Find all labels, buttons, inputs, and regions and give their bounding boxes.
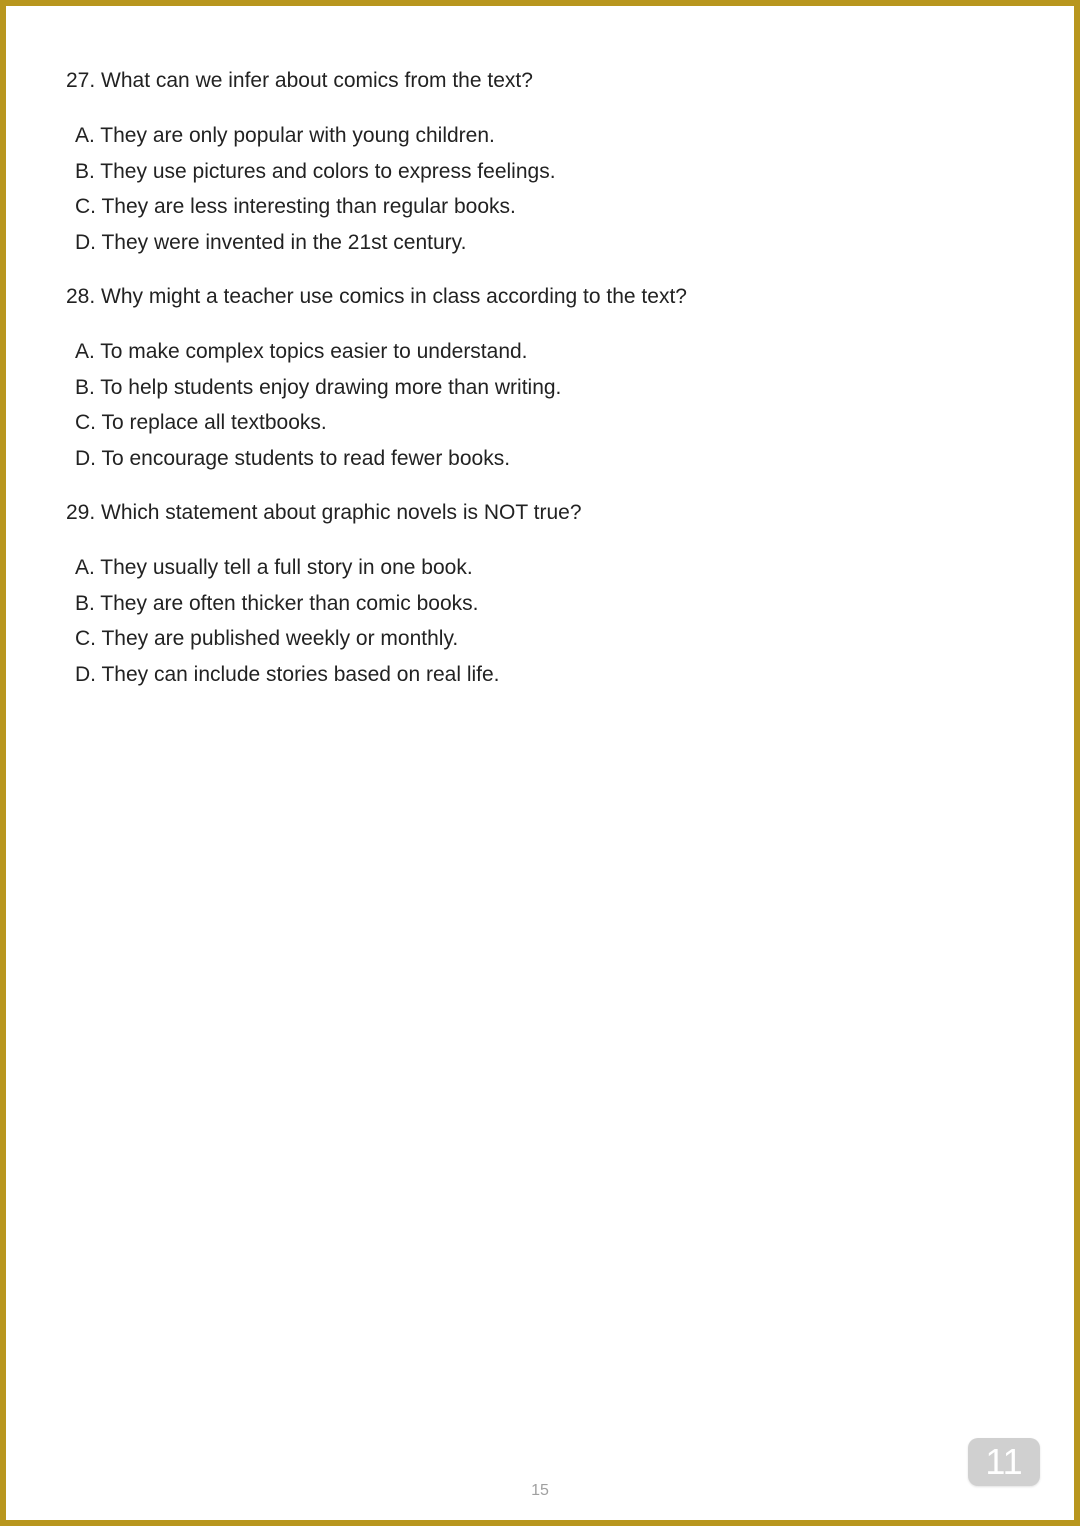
option-b: B. They are often thicker than comic books.	[75, 591, 479, 615]
question-29	[66, 498, 1026, 692]
question-stem: 27. What can we infer about comics from the text?	[66, 69, 533, 92]
option-d: D. They can include stories based on real life.	[75, 662, 500, 686]
page-number: 15	[531, 1482, 549, 1499]
question-stem: 28. Why might a teacher use comics in class according to the text?	[66, 285, 687, 308]
question-stem: 29. Which statement about graphic novels is NOT true?	[66, 501, 582, 524]
option-b: B. They use pictures and colors to express feelings.	[75, 159, 556, 183]
option-list	[75, 550, 1026, 692]
option-list	[75, 334, 1026, 476]
question-27	[66, 66, 1026, 260]
option-a: A. They are only popular with young children.	[75, 124, 495, 147]
option-c: C. To replace all textbooks.	[75, 411, 327, 434]
page-badge: 11	[968, 1438, 1040, 1486]
option-c: C. They are published weekly or monthly.	[75, 627, 459, 650]
question-list	[66, 66, 1026, 714]
option-a: A. They usually tell a full story in one book.	[75, 556, 473, 579]
option-list	[75, 118, 1026, 260]
question-28	[66, 282, 1026, 476]
option-b: B. To help students enjoy drawing more than writing.	[75, 375, 562, 399]
option-d: D. They were invented in the 21st century.	[75, 230, 467, 254]
option-a: A. To make complex topics easier to understand.	[75, 340, 528, 363]
option-d: D. To encourage students to read fewer books.	[75, 446, 511, 470]
option-c: C. They are less interesting than regular books.	[75, 195, 516, 218]
